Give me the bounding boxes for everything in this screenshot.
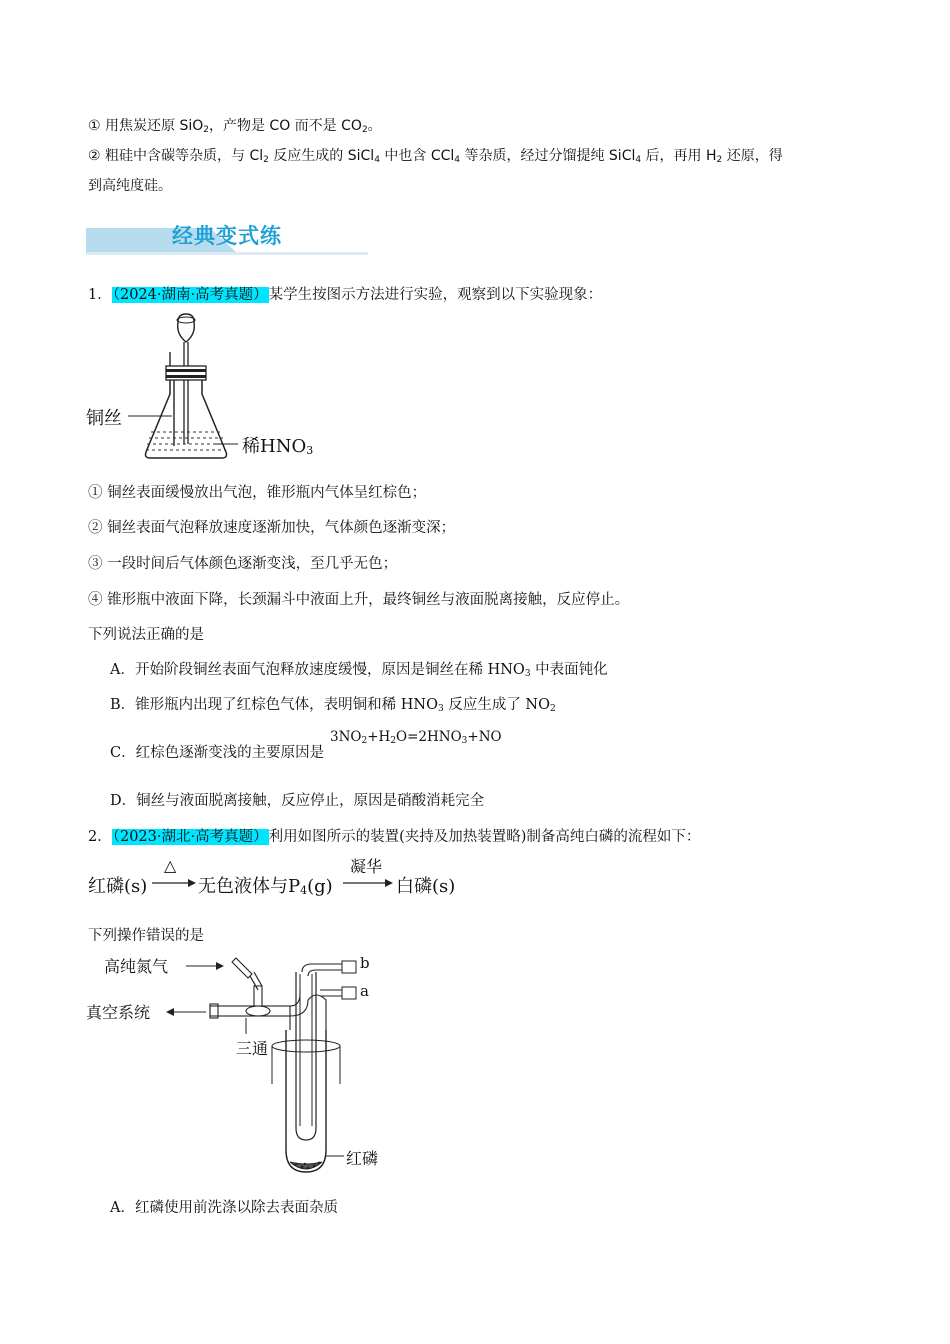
q2-apparatus-figure [86,950,406,1180]
q1-label-copper-wire: 铜丝 [86,408,122,429]
q1-stem [88,285,602,305]
q1-stem-text: 某学生按图示方法进行实验，观察到以下实验现象： [268,287,603,303]
q2-label-nitrogen: 高纯氮气 [104,957,169,976]
q2-flow-end: 白磷(s) [396,876,456,897]
q1-observation-3: ③ 一段时间后气体颜色逐渐变浅，至几乎无色； [88,556,398,572]
q2-label-a: a [360,982,369,1000]
q2-number: 2． [88,829,112,845]
section-title: 经典变式练 [172,224,282,248]
q2-flow [88,856,488,900]
q2-label-b: b [360,954,370,972]
intro-line-2: ② 粗硅中含碳等杂质，与 $Cl_2$ 反应生成的 SiCl$_4$ 中也含 CCl$_4$ 等杂质，经过分馏提纯 SiCl$_4$ 后，再用 $H_2$ 还原，得 [88,148,783,165]
q1-number: 1． [88,287,112,303]
q2-flow-arrow-2 [343,876,395,890]
q1-option-a[interactable]: A．开始阶段铜丝表面气泡释放速度缓慢，原因是铜丝在稀 $HNO_3$ 中表面钝化 [110,662,608,679]
q2-flow-arrow-1 [152,876,198,890]
q2-option-a[interactable]: A．红磷使用前洗涤以除去表面杂质 [110,1200,338,1216]
q2-flow-heat: △ [164,856,177,875]
q2-flow-sublimation: 凝华 [350,857,383,876]
q2-question: 下列操作错误的是 [88,928,204,944]
q1-question: 下列说法正确的是 [88,627,204,643]
q2-label-red-phosphorus: 红磷 [346,1149,379,1168]
q2-stem-text: 利用如图所示的装置(夹持及加热装置略)制备高纯白磷的流程如下： [268,829,701,845]
q2-flow-start: 红磷(s) [88,876,148,897]
q1-flask-figure [86,312,326,472]
q1-option-d[interactable]: D．铜丝与液面脱离接触，反应停止，原因是硝酸消耗完全 [110,793,485,809]
q1-option-c-equation: $3NO_2+H_2O=2HNO_3+NO$ [330,729,502,746]
q2-label-three-way-valve: 三通 [236,1039,269,1058]
q2-label-vacuum: 真空系统 [86,1003,151,1022]
q1-source-tag: （2024·湖南·高考真题） [112,287,268,303]
q2-flow-middle: 无色液体与$P_4(g)$ [198,876,333,897]
q1-label-dilute-acid: 稀$HNO_3$ [242,436,314,457]
q1-observation-1: ① 铜丝表面缓慢放出气泡，锥形瓶内气体呈红棕色； [88,485,427,501]
section-header [86,218,368,258]
q1-option-b[interactable]: B．锥形瓶内出现了红棕色气体，表明铜和稀 $HNO_3$ 反应生成了 $NO_2$ [110,697,556,714]
q1-option-c[interactable]: C．红棕色逐渐变浅的主要原因是 [110,745,325,761]
q1-observation-4: ④ 锥形瓶中液面下降，长颈漏斗中液面上升，最终铜丝与液面脱离接触，反应停止。 [88,592,630,608]
q2-stem [88,827,700,847]
intro-line-3: 到高纯度硅。 [88,178,172,194]
intro-line-1: ① 用焦炭还原 SiO$_2$，产物是 CO 而不是 $CO_2$。 [88,118,382,135]
q1-observation-2: ② 铜丝表面气泡释放速度逐渐加快，气体颜色逐渐变深； [88,520,456,536]
q2-source-tag: （2023·湖北·高考真题） [112,829,268,845]
